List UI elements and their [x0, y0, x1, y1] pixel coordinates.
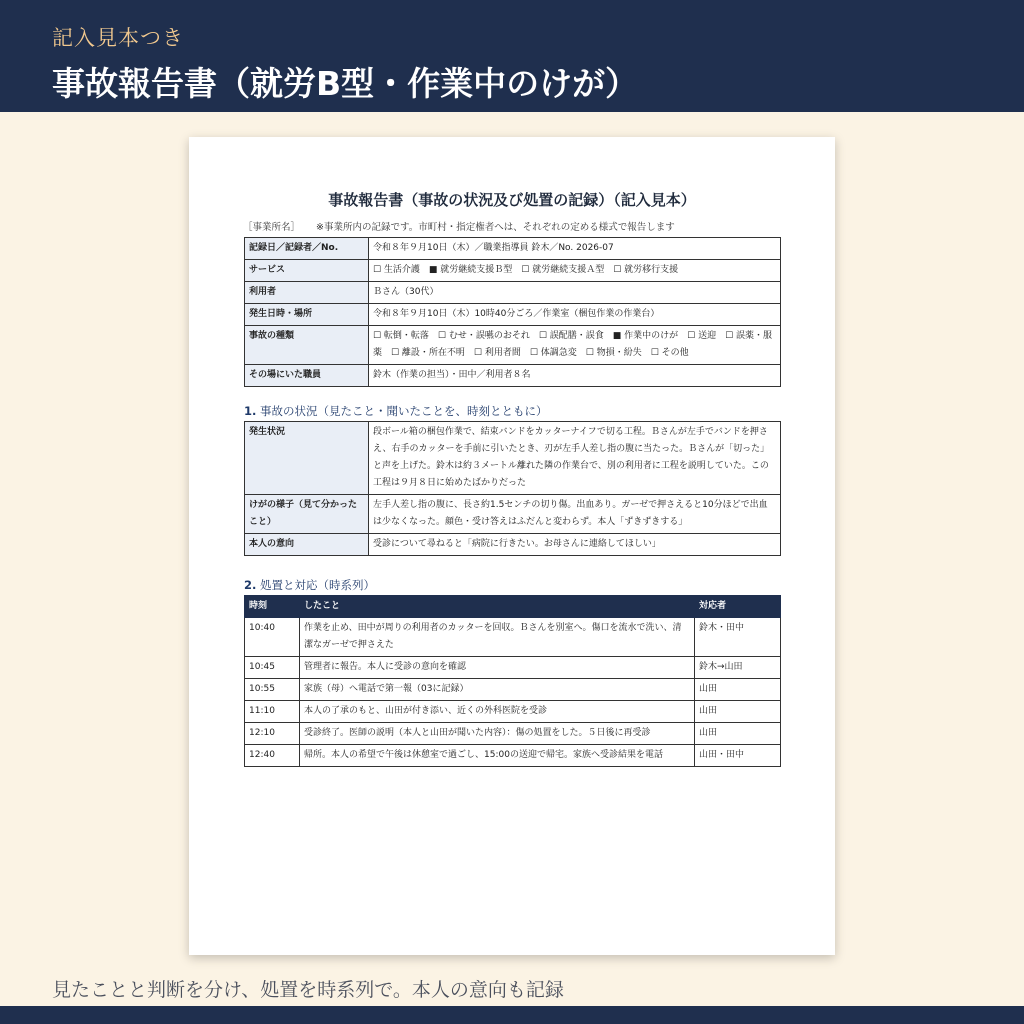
table-row: [245, 326, 781, 365]
person-cell: 鈴木→山田: [695, 657, 781, 679]
info-label: 利用者: [245, 282, 369, 304]
table-row: [245, 260, 781, 282]
page-title: 事故報告書（就労B型・作業中のけが）: [52, 64, 639, 103]
person-cell: 山田: [695, 723, 781, 745]
document-sheet: [189, 137, 835, 955]
info-value: 令和８年９月10日（木）／職業指導員 鈴木／No. 2026-07: [369, 238, 781, 260]
footer-caption: 見たことと判断を分け、処置を時系列で。本人の意向も記録: [52, 979, 564, 1001]
action-cell: 家族（母）へ電話で第一報（03に記録）: [300, 679, 695, 701]
table-row: [245, 701, 781, 723]
situation-table: [244, 421, 781, 556]
info-label: 発生日時・場所: [245, 304, 369, 326]
time-cell: 10:40: [245, 618, 300, 657]
person-cell: 山田: [695, 679, 781, 701]
time-cell: 11:10: [245, 701, 300, 723]
time-cell: 10:45: [245, 657, 300, 679]
info-value: ☐ 転倒・転落 ☐ むせ・誤嚥のおそれ ☐ 誤配膳・誤食 ■ 作業中のけが ☐ 送迎 ☐ 誤薬・服薬 ☐ 離設・所在不明 ☐ 利用者間 ☐ 体調急変 ☐ 物損・紛失 ☐ その他: [369, 326, 781, 365]
column-header-time: 時刻: [245, 596, 300, 618]
person-cell: 山田: [695, 701, 781, 723]
facility-label: ［事業所名］: [243, 222, 301, 233]
section-2-title: 処置と対応（時系列）: [260, 578, 376, 592]
action-cell: 受診終了。医師の説明（本人と山田が聞いた内容）：傷の処置をした。５日後に再受診: [300, 723, 695, 745]
timeline-table: [244, 595, 781, 767]
document-title: 事故報告書（事故の状況及び処置の記録）（記入見本）: [328, 191, 696, 209]
situation-value: 左手人差し指の腹に、長さ約1.5センチの切り傷。出血あり。ガーゼで押さえると10分ほどで出血は少なくなった。顔色・受け答えはふだんと変わらず。本人「ずきずきする」: [369, 495, 781, 534]
action-cell: 作業を止め、田中が周りの利用者のカッターを回収。Ｂさんを別室へ。傷口を流水で洗い、清潔なガーゼで押さえた: [300, 618, 695, 657]
time-cell: 12:40: [245, 745, 300, 767]
section-2-number: 2.: [244, 578, 257, 592]
action-cell: 帰所。本人の希望で午後は休憩室で過ごし、15:00の送迎で帰宅。家族へ受診結果を電話: [300, 745, 695, 767]
info-value: Ｂさん（30代）: [369, 282, 781, 304]
facility-line: [243, 219, 803, 233]
header-bar: [0, 0, 1024, 112]
info-label: 記録日／記録者／No.: [245, 238, 369, 260]
info-value: ☐ 生活介護 ■ 就労継続支援Ｂ型 ☐ 就労継続支援Ａ型 ☐ 就労移行支援: [369, 260, 781, 282]
info-value: 令和８年９月10日（木）10時40分ごろ／作業室（梱包作業の作業台）: [369, 304, 781, 326]
situation-label: 本人の意向: [245, 534, 369, 556]
table-row: [245, 365, 781, 387]
person-cell: 鈴木・田中: [695, 618, 781, 657]
action-cell: 本人の了承のもと、山田が付き添い、近くの外科医院を受診: [300, 701, 695, 723]
info-value: 鈴木（作業の担当）・田中／利用者８名: [369, 365, 781, 387]
column-header-action: したこと: [300, 596, 695, 618]
table-row: [245, 679, 781, 701]
time-cell: 10:55: [245, 679, 300, 701]
table-row: [245, 723, 781, 745]
situation-label: けがの様子（見て分かったこと）: [245, 495, 369, 534]
table-row: [245, 282, 781, 304]
section-1-title: 事故の状況（見たこと・聞いたことを、時刻とともに）: [260, 404, 548, 418]
action-cell: 管理者に報告。本人に受診の意向を確認: [300, 657, 695, 679]
section-2-heading: [244, 577, 375, 593]
table-row: [245, 495, 781, 534]
table-row: [245, 657, 781, 679]
facility-note: ※事業所内の記録です。市町村・指定権者へは、それぞれの定める様式で報告します: [316, 222, 675, 233]
table-row: [245, 745, 781, 767]
info-label: 事故の種類: [245, 326, 369, 365]
column-header-person: 対応者: [695, 596, 781, 618]
info-label: サービス: [245, 260, 369, 282]
table-row: [245, 304, 781, 326]
info-label: その場にいた職員: [245, 365, 369, 387]
situation-value: 段ボール箱の梱包作業で、結束バンドをカッターナイフで切る工程。Ｂさんが左手でバンドを押さえ、右手のカッターを手前に引いたとき、刃が左手人差し指の腹に当たった。Ｂさんが「切った」と声を上げた。鈴木は約３メートル離れた隣の作業台で、別の利用者に工程を説明していた。この工程は９月８日に始めたばかりだった: [369, 422, 781, 495]
situation-value: 受診について尋ねると「病院に行きたい。お母さんに連絡してほしい」: [369, 534, 781, 556]
section-1-number: 1.: [244, 404, 257, 418]
section-1-heading: [244, 403, 548, 419]
person-cell: 山田・田中: [695, 745, 781, 767]
table-row: [245, 618, 781, 657]
footer-bar: [0, 1006, 1024, 1024]
table-row: [245, 534, 781, 556]
table-header-row: [245, 596, 781, 618]
situation-label: 発生状況: [245, 422, 369, 495]
table-row: [245, 238, 781, 260]
table-row: [245, 422, 781, 495]
info-table: [244, 237, 781, 387]
time-cell: 12:10: [245, 723, 300, 745]
header-kicker: 記入見本つき: [52, 26, 184, 50]
